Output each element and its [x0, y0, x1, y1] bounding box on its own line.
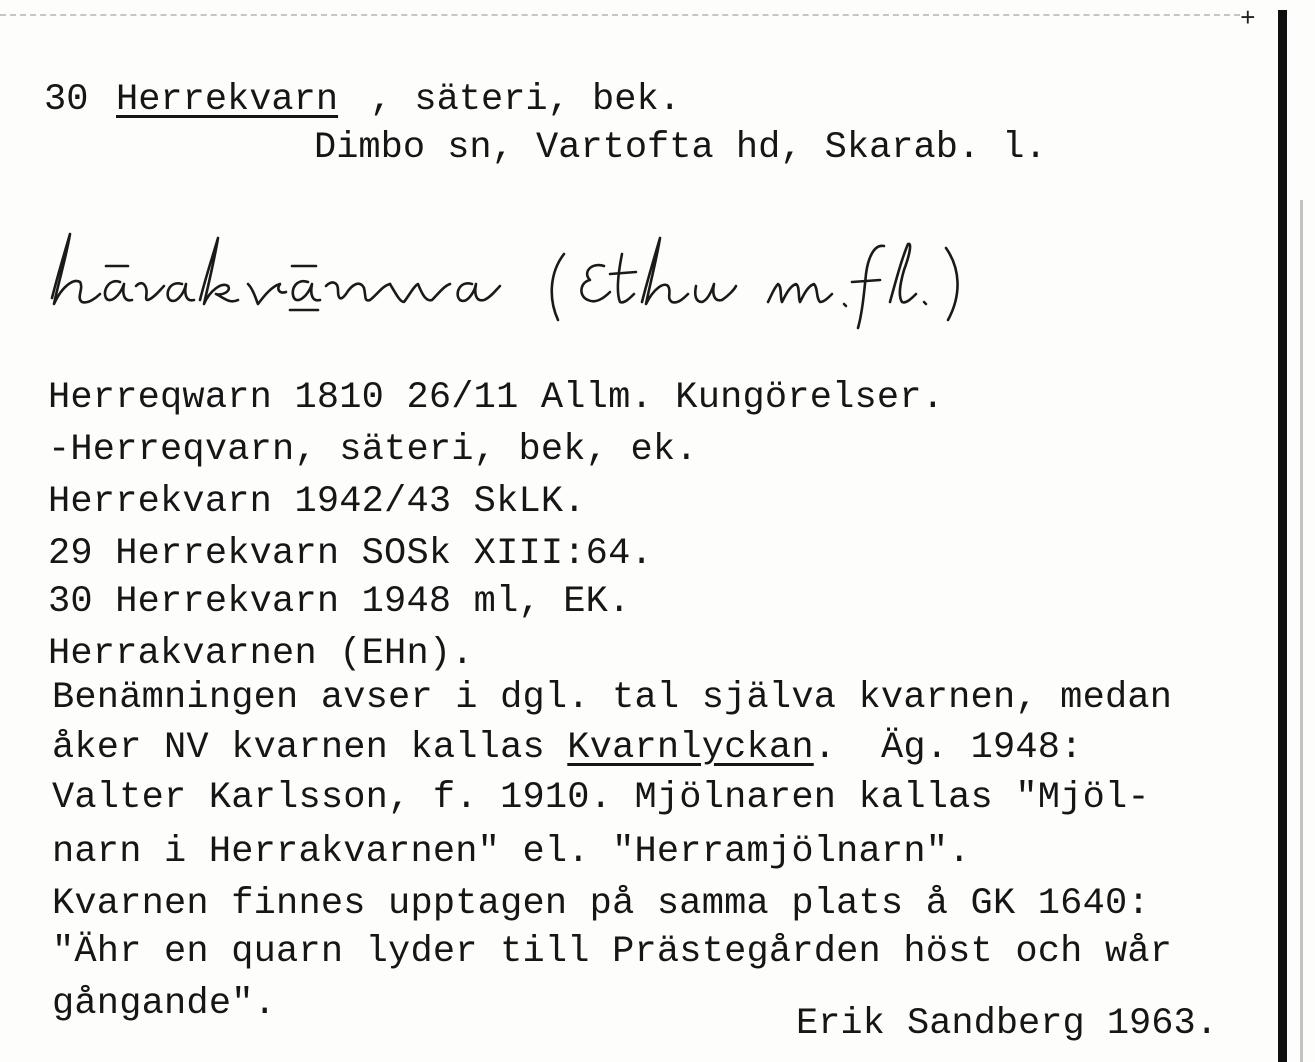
corner-mark-icon: +	[1240, 4, 1256, 34]
card-number: 30	[44, 79, 89, 121]
record-line: Herrakvarnen (EHn).	[48, 633, 474, 675]
note-line: Kvarnen finnes upptagen på samma plats å GK 1640:	[52, 883, 1150, 925]
field-name-kvarnlyckan: Kvarnlyckan	[567, 727, 814, 769]
note-text: . Äg. 1948:	[813, 727, 1083, 769]
author-signature: Erik Sandberg 1963.	[796, 1003, 1218, 1045]
note-line: narn i Herrakvarnen" el. "Herramjölnarn".	[52, 831, 971, 873]
note-line: "Ähr en quarn lyder till Prästegården höst och wår	[52, 931, 1173, 973]
note-line: gångande".	[52, 983, 277, 1025]
place-name: Herrekvarn	[116, 79, 339, 121]
scan-edge-top	[0, 14, 1240, 16]
record-line: 30 Herrekvarn 1948 ml, EK.	[48, 581, 631, 623]
record-line: -Herreqvarn, säteri, bek, ek.	[48, 429, 698, 471]
scan-edge-right	[1278, 10, 1287, 1062]
scan-edge-shadow	[1300, 200, 1303, 1062]
note-line: Valter Karlsson, f. 1910. Mjölnaren kallas "Mjöl-	[52, 777, 1150, 819]
place-location: Dimbo sn, Vartofta hd, Skarab. l.	[314, 127, 1047, 169]
note-line	[52, 726, 1083, 770]
record-line: Herrekvarn 1942/43 SkLK.	[48, 481, 586, 523]
record-line: 29 Herrekvarn SOSk XIII:64.	[48, 533, 653, 575]
note-text: åker NV kvarnen kallas	[52, 727, 568, 769]
handwritten-pronunciation	[44, 224, 1004, 334]
place-descriptor: , säteri, bek.	[370, 79, 681, 121]
note-line: Benämningen avser i dgl. tal själva kvarnen, medan	[52, 677, 1173, 719]
record-line: Herreqwarn 1810 26/11 Allm. Kungörelser.	[48, 377, 945, 419]
